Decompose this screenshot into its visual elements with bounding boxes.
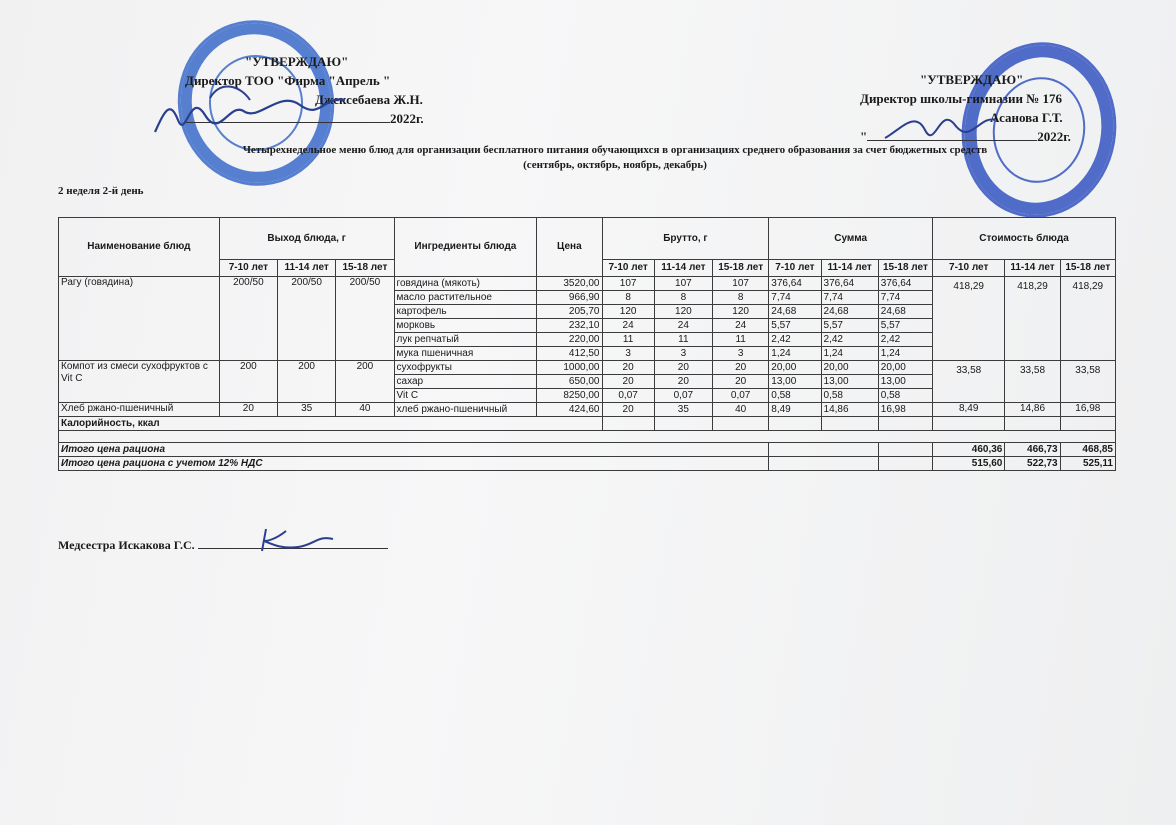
- header-cost: Стоимость блюда: [933, 218, 1116, 260]
- ingredient-sum: 2,42: [878, 333, 932, 347]
- age-header-brutto: 11-14 лет: [654, 260, 712, 277]
- ingredient-brutto: 20: [602, 375, 654, 389]
- ingredient-brutto: 20: [602, 403, 654, 417]
- ingredient-brutto: 20: [654, 361, 712, 375]
- ingredient-sum: 1,24: [821, 347, 878, 361]
- dish-cost: 418,29: [933, 277, 1005, 361]
- ingredient-brutto: 35: [654, 403, 712, 417]
- empty-cell: [821, 417, 878, 431]
- approval-date-line: " 2022г.: [860, 129, 1071, 144]
- age-header-output: 11-14 лет: [278, 260, 336, 277]
- total-value: 515,60: [933, 457, 1005, 471]
- ingredient-sum: 20,00: [878, 361, 932, 375]
- empty-cell: [878, 443, 932, 457]
- age-header-cost: 15-18 лет: [1060, 260, 1115, 277]
- week-day-label: 2 неделя 2-й день: [58, 185, 144, 197]
- ingredient-brutto: 107: [654, 277, 712, 291]
- approval-heading: "УТВЕРЖДАЮ": [920, 72, 1024, 87]
- ingredient-brutto: 24: [654, 319, 712, 333]
- approval-name: Джексебаева Ж.Н.: [315, 92, 423, 107]
- empty-cell: [878, 457, 932, 471]
- dish-output: 200: [278, 361, 336, 403]
- approval-block-left: [185, 52, 455, 128]
- empty-cell: [769, 443, 879, 457]
- header-ingredients: Ингредиенты блюда: [394, 218, 537, 277]
- dish-output: 200: [336, 361, 394, 403]
- age-header-sum: 11-14 лет: [821, 260, 878, 277]
- total-value: 466,73: [1005, 443, 1060, 457]
- ingredient-sum: 8,49: [769, 403, 821, 417]
- age-header-sum: 7-10 лет: [769, 260, 821, 277]
- total-value: 468,85: [1060, 443, 1115, 457]
- age-header-cost: 11-14 лет: [1005, 260, 1060, 277]
- menu-title-line1: Четырехнедельное меню блюд для организации бесплатного питания обучающихся в организациях среднего образования за счет бюджетных средств: [242, 144, 988, 156]
- ingredient-sum: 24,68: [769, 305, 821, 319]
- header-brutto: Брутто, г: [602, 218, 769, 260]
- menu-table: [58, 217, 1116, 471]
- spacer-row: [59, 431, 1116, 443]
- total-value: 522,73: [1005, 457, 1060, 471]
- total-value: 525,11: [1060, 457, 1115, 471]
- menu-title: [200, 143, 1030, 173]
- ingredient-brutto: 0,07: [654, 389, 712, 403]
- dish-output: 20: [219, 403, 277, 417]
- empty-cell: [654, 417, 712, 431]
- ingredient-sum: 20,00: [821, 361, 878, 375]
- total-label: Итого цена рациона с учетом 12% НДС: [59, 457, 769, 471]
- ingredient-name: сахар: [394, 375, 537, 389]
- ingredient-sum: 13,00: [769, 375, 821, 389]
- header-output: Выход блюда, г: [219, 218, 394, 260]
- ingredient-sum: 5,57: [821, 319, 878, 333]
- dish-output: 200/50: [336, 277, 394, 361]
- ingredient-brutto: 120: [602, 305, 654, 319]
- ingredient-sum: 5,57: [769, 319, 821, 333]
- calories-row: [59, 417, 1116, 431]
- ingredient-sum: 16,98: [878, 403, 932, 417]
- ingredient-price: 205,70: [537, 305, 602, 319]
- empty-cell: [769, 457, 879, 471]
- dish-name: Рагу (говядина): [59, 277, 220, 361]
- dish-output: 35: [278, 403, 336, 417]
- ingredient-name: мука пшеничная: [394, 347, 537, 361]
- dish-output: 200/50: [219, 277, 277, 361]
- ingredient-brutto: 8: [654, 291, 712, 305]
- ingredient-row: [59, 361, 1116, 375]
- dish-cost: 33,58: [933, 361, 1005, 403]
- ingredient-brutto: 0,07: [713, 389, 769, 403]
- age-header-output: 15-18 лет: [336, 260, 394, 277]
- ingredient-brutto: 3: [713, 347, 769, 361]
- age-header-brutto: 15-18 лет: [713, 260, 769, 277]
- dish-output: 200: [219, 361, 277, 403]
- ingredient-brutto: 40: [713, 403, 769, 417]
- ingredient-sum: 20,00: [769, 361, 821, 375]
- ingredient-sum: 24,68: [878, 305, 932, 319]
- approval-date-line: 2022г.: [185, 109, 455, 128]
- ingredient-sum: 0,58: [878, 389, 932, 403]
- ingredient-sum: 13,00: [878, 375, 932, 389]
- ingredient-sum: 7,74: [821, 291, 878, 305]
- ingredient-price: 8250,00: [537, 389, 602, 403]
- empty-cell: [769, 417, 821, 431]
- ingredient-price: 650,00: [537, 375, 602, 389]
- age-header-sum: 15-18 лет: [878, 260, 932, 277]
- ingredient-brutto: 8: [713, 291, 769, 305]
- ingredient-row: [59, 277, 1116, 291]
- approval-position: Директор школы-гимназии № 176: [860, 91, 1063, 106]
- ingredient-sum: 376,64: [821, 277, 878, 291]
- ingredient-sum: 2,42: [821, 333, 878, 347]
- empty-cell: [59, 431, 1116, 443]
- ingredient-price: 424,60: [537, 403, 602, 417]
- ingredient-name: Vit C: [394, 389, 537, 403]
- ingredient-row: [59, 403, 1116, 417]
- ingredient-sum: 14,86: [821, 403, 878, 417]
- dish-output: 40: [336, 403, 394, 417]
- ingredient-brutto: 0,07: [602, 389, 654, 403]
- ingredient-price: 412,50: [537, 347, 602, 361]
- empty-cell: [1060, 417, 1115, 431]
- age-header-brutto: 7-10 лет: [602, 260, 654, 277]
- dish-cost: 33,58: [1005, 361, 1060, 403]
- dish-name: Компот из смеси сухофруктов с Vit C: [59, 361, 220, 403]
- ingredient-sum: 376,64: [878, 277, 932, 291]
- ingredient-sum: 7,74: [878, 291, 932, 305]
- ingredient-price: 220,00: [537, 333, 602, 347]
- ingredient-name: лук репчатый: [394, 333, 537, 347]
- ingredient-brutto: 11: [602, 333, 654, 347]
- nurse-signature-line: [58, 538, 388, 553]
- ingredient-sum: 24,68: [821, 305, 878, 319]
- dish-cost: 14,86: [1005, 403, 1060, 417]
- ingredient-sum: 7,74: [769, 291, 821, 305]
- dish-cost: 8,49: [933, 403, 1005, 417]
- ingredient-name: говядина (мякоть): [394, 277, 537, 291]
- ingredient-price: 3520,00: [537, 277, 602, 291]
- ingredient-sum: 5,57: [878, 319, 932, 333]
- empty-cell: [1005, 417, 1060, 431]
- dish-cost: 33,58: [1060, 361, 1115, 403]
- ingredient-brutto: 11: [654, 333, 712, 347]
- approval-name: Асанова Г.Т.: [990, 110, 1063, 125]
- approval-block-right: [860, 70, 1100, 146]
- dish-cost: 418,29: [1060, 277, 1115, 361]
- empty-cell: [713, 417, 769, 431]
- ingredient-brutto: 20: [654, 375, 712, 389]
- approval-position: Директор ТОО "Фирма "Апрель ": [185, 73, 391, 88]
- ingredient-brutto: 120: [654, 305, 712, 319]
- ingredient-name: сухофрукты: [394, 361, 537, 375]
- menu-title-line2: (сентябрь, октябрь, ноябрь, декабрь): [523, 159, 707, 171]
- ingredient-brutto: 20: [602, 361, 654, 375]
- age-header-cost: 7-10 лет: [933, 260, 1005, 277]
- ingredient-sum: 1,24: [878, 347, 932, 361]
- age-header-output: 7-10 лет: [219, 260, 277, 277]
- total-row: [59, 443, 1116, 457]
- total-value: 460,36: [933, 443, 1005, 457]
- ingredient-price: 966,90: [537, 291, 602, 305]
- ingredient-brutto: 3: [654, 347, 712, 361]
- ingredient-brutto: 107: [602, 277, 654, 291]
- header-dish: Наименование блюд: [59, 218, 220, 277]
- ingredient-name: морковь: [394, 319, 537, 333]
- ingredient-brutto: 3: [602, 347, 654, 361]
- ingredient-brutto: 11: [713, 333, 769, 347]
- ingredient-brutto: 24: [713, 319, 769, 333]
- empty-cell: [602, 417, 654, 431]
- ingredient-brutto: 120: [713, 305, 769, 319]
- ingredient-brutto: 107: [713, 277, 769, 291]
- ingredient-sum: 376,64: [769, 277, 821, 291]
- ingredient-sum: 13,00: [821, 375, 878, 389]
- dish-output: 200/50: [278, 277, 336, 361]
- ingredient-name: масло растительное: [394, 291, 537, 305]
- ingredient-name: хлеб ржано-пшеничный: [394, 403, 537, 417]
- ingredient-brutto: 20: [713, 361, 769, 375]
- nurse-name: Медсестра Искакова Г.С.: [58, 538, 195, 552]
- ingredient-sum: 0,58: [769, 389, 821, 403]
- empty-cell: [878, 417, 932, 431]
- header-sum: Сумма: [769, 218, 933, 260]
- ingredient-brutto: 24: [602, 319, 654, 333]
- ingredient-sum: 1,24: [769, 347, 821, 361]
- calories-label: Калорийность, ккал: [59, 417, 603, 431]
- header-price: Цена: [537, 218, 602, 277]
- empty-cell: [933, 417, 1005, 431]
- dish-cost: 16,98: [1060, 403, 1115, 417]
- dish-cost: 418,29: [1005, 277, 1060, 361]
- ingredient-brutto: 20: [713, 375, 769, 389]
- ingredient-brutto: 8: [602, 291, 654, 305]
- ingredient-sum: 2,42: [769, 333, 821, 347]
- ingredient-price: 232,10: [537, 319, 602, 333]
- ingredient-sum: 0,58: [821, 389, 878, 403]
- dish-name: Хлеб ржано-пшеничный: [59, 403, 220, 417]
- total-row: [59, 457, 1116, 471]
- approval-heading: "УТВЕРЖДАЮ": [245, 54, 349, 69]
- ingredient-name: картофель: [394, 305, 537, 319]
- total-label: Итого цена рациона: [59, 443, 769, 457]
- ingredient-price: 1000,00: [537, 361, 602, 375]
